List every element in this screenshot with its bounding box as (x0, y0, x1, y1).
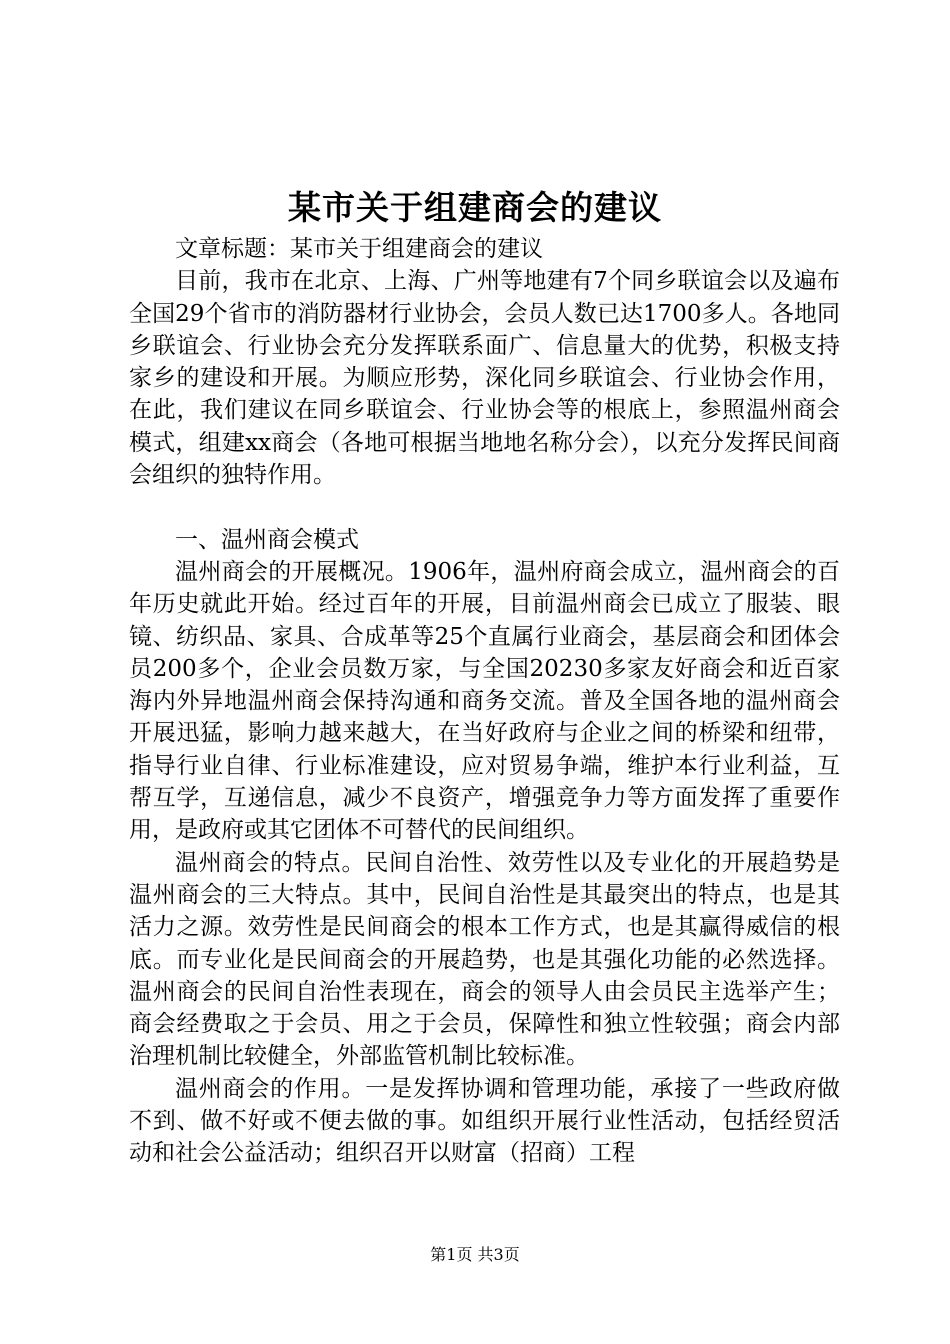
article-title-line: 文章标题：某市关于组建商会的建议 (175, 236, 543, 262)
intro-paragraph: 目前，我市在北京、上海、广州等地建有7个同乡联谊会以及遍布全国29个省市的消防器材行业协会，会员人数已达1700多人。各地同乡联谊会、行业协会充分发挥联系面广、信息量大的优势，积极支持家乡的建设和开展。为顺应形势，深化同乡联谊会、行业协会作用，在此，我们建议在同乡联谊会、行业协会等的根底上，参照温州商会模式，组建xx商会（各地可根据当地地名称分会），以充分发挥民间商会组织的独特作用。 (129, 268, 840, 489)
document-title: 某市关于组建商会的建议 (288, 188, 662, 227)
features-paragraph: 温州商会的特点。民间自治性、效劳性以及专业化的开展趋势是温州商会的三大特点。其中，民间自治性是其最突出的特点，也是其活力之源。效劳性是民间商会的根本工作方式，也是其赢得威信的根底。而专业化是民间商会的开展趋势，也是其强化功能的必然选择。温州商会的民间自治性表现在，商会的领导人由会员民主选举产生；商会经费取之于会员、用之于会员，保障性和独立性较强；商会内部治理机制比较健全，外部监管机制比较标准。 (129, 849, 840, 1070)
page-indicator: 第1页 共3页 (430, 1245, 520, 1264)
section-heading: 一、温州商会模式 (175, 526, 359, 553)
role-paragraph: 温州商会的作用。一是发挥协调和管理功能，承接了一些政府做不到、做不好或不便去做的事。如组织开展行业性活动，包括经贸活动和社会公益活动；组织召开以财富（招商）工程 (129, 1075, 840, 1167)
document-body (129, 233, 840, 1170)
overview-paragraph: 温州商会的开展概况。1906年，温州府商会成立，温州商会的百年历史就此开始。经过百年的开展，目前温州商会已成立了服装、眼镜、纺织品、家具、合成革等25个直属行业商会，基层商会和团体会员200多个，企业会员数万家，与全国20230多家友好商会和近百家海内外异地温州商会保持沟通和商务交流。普及全国各地的温州商会开展迅猛，影响力越来越大，在当好政府与企业之间的桥梁和纽带，指导行业自律、行业标准建设，应对贸易争端，维护本行业利益，互帮互学，互递信息，减少不良资产，增强竞争力等方面发挥了重要作用，是政府或其它团体不可替代的民间组织。 (129, 558, 840, 844)
paragraph-spacer (129, 491, 840, 523)
